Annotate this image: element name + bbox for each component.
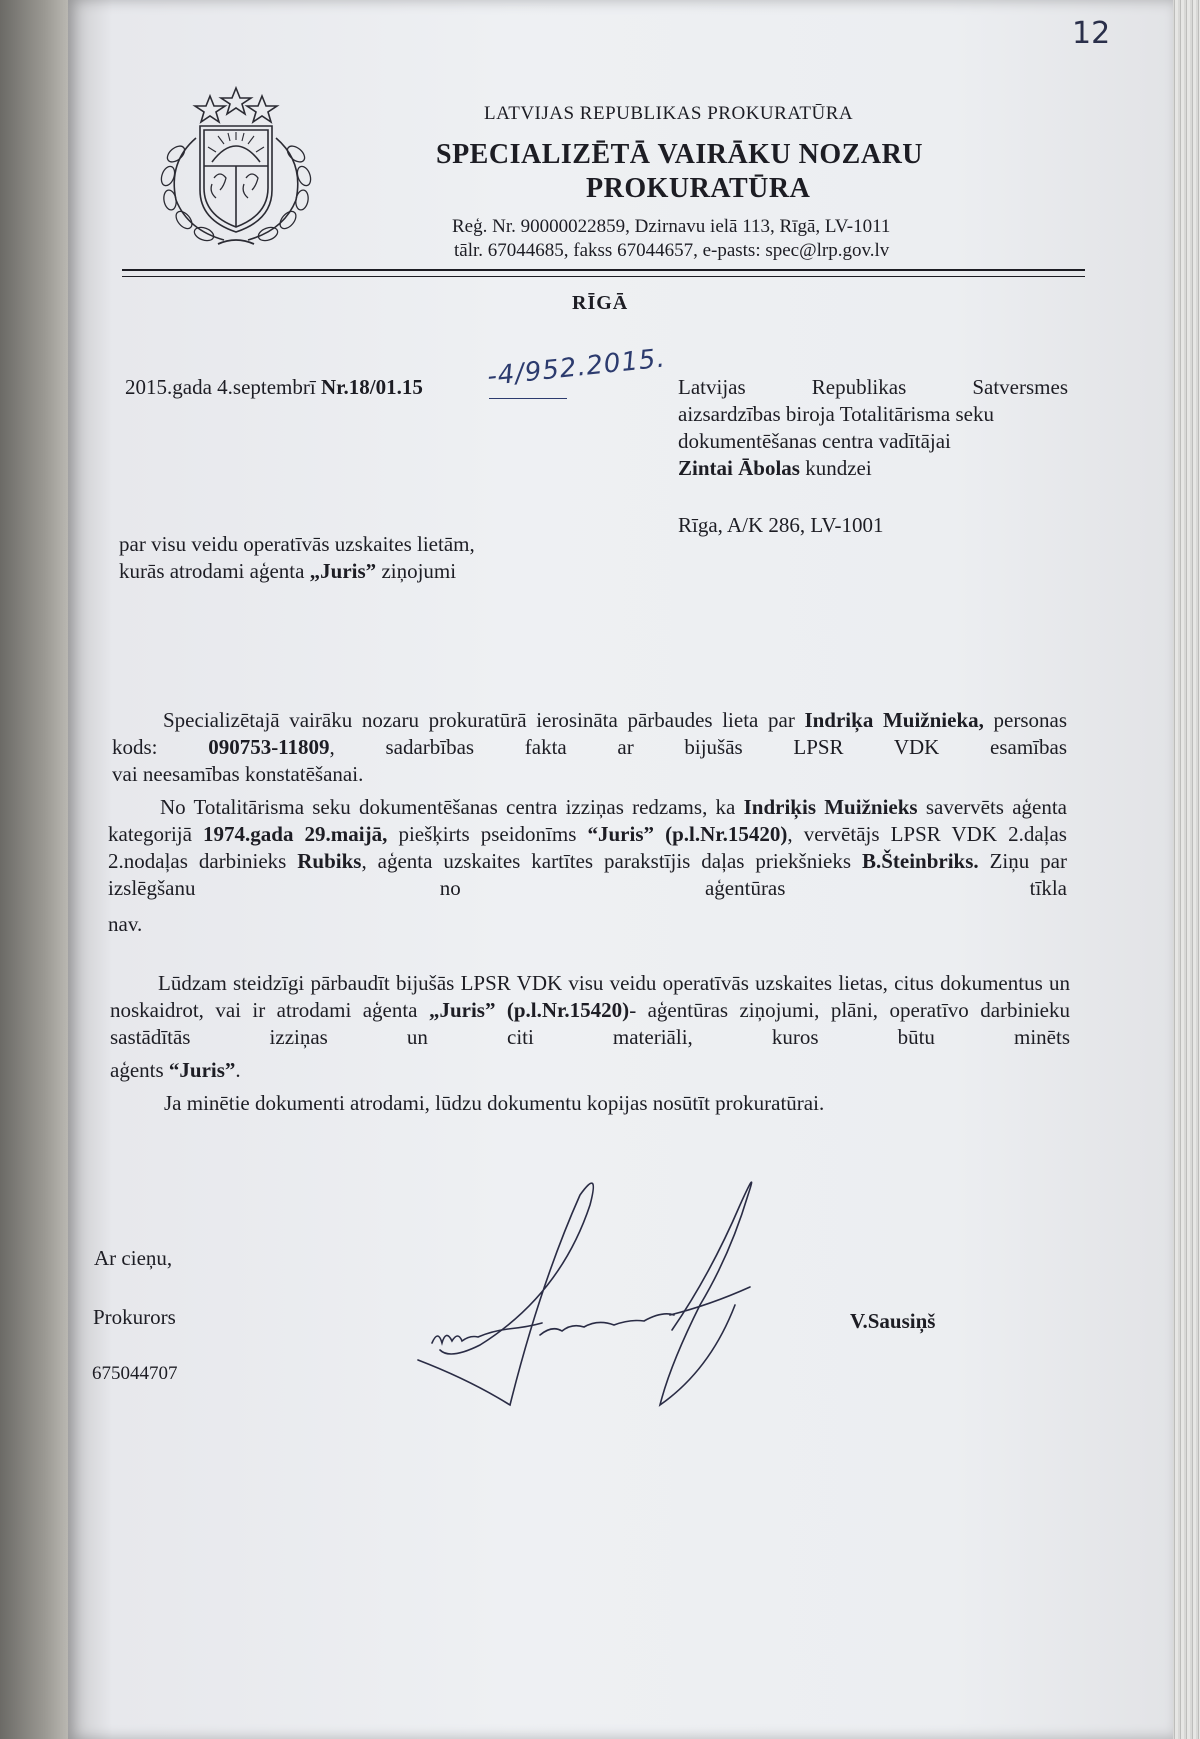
handwritten-signature (410, 1165, 840, 1410)
body-paragraph-1 (112, 707, 1067, 761)
office-name-line2: PROKURATŪRA (586, 173, 811, 204)
letterhead-rule-thick (122, 269, 1085, 271)
number-underline (489, 398, 567, 399)
subject-line1: par visu veidu operatīvās uzskaites lietām, (119, 532, 475, 556)
addressee-word: Latvijas (678, 375, 746, 399)
body-paragraph-3 (110, 970, 1070, 1051)
contact-phone: 675044707 (92, 1363, 178, 1384)
signer-position: Prokurors (93, 1305, 176, 1329)
letter-number: Nr.18/01.15 (320, 375, 423, 399)
subject-line2 (119, 558, 456, 585)
contact-details: tālr. 67044685, fakss 67044657, e-pasts: spec@lrp.gov.lv (454, 240, 890, 261)
agent-pseudonym: „Juris” (p.l.Nr.15420) (428, 998, 630, 1022)
recruitment-date: 1974.gada 29.maijā, (203, 822, 388, 846)
agent-pseudonym: “Juris” (p.l.Nr.15420) (587, 822, 788, 846)
suspect-name: Indriķa Muižnieka, (804, 708, 984, 732)
addressee-name-line (678, 455, 872, 482)
handwritten-number: -4/952.2015. (485, 343, 668, 392)
letter-date: 2015.gada 4.septembrī (125, 375, 316, 399)
body-text: piešķirts pseidonīms (387, 822, 588, 846)
addressee-word: Republikas (811, 375, 907, 399)
agent-real-name: Indriķis Muižnieks (743, 795, 918, 819)
body-text: , aģenta uzskaites kartītes parakstījis daļas priekšnieks (361, 849, 862, 873)
addressee-word: Satversmes (972, 375, 1068, 399)
subject-agent-name: „Juris” (309, 559, 377, 583)
body-paragraph-2-end: nav. (108, 912, 143, 936)
body-paragraph-4: Ja minētie dokumenti atrodami, lūdzu dokumentu kopijas nosūtīt prokuratūrai. (164, 1091, 825, 1115)
office-name-line1: SPECIALIZĒTĀ VAIRĀKU NOZARU (436, 139, 924, 170)
body-text: . (235, 1058, 241, 1082)
body-text: No Totalitārisma seku dokumentēšanas centra izziņas redzams, ka (160, 795, 744, 819)
body-paragraph-3-end (110, 1057, 241, 1084)
page-number: 12 (1072, 16, 1111, 51)
addressee-address: Rīga, A/K 286, LV-1001 (678, 513, 884, 537)
closing-regards: Ar cieņu, (94, 1246, 173, 1270)
letter-reference (125, 374, 423, 401)
signatory-name: B.Šteinbriks. (861, 849, 979, 873)
coat-of-arms-icon (148, 82, 334, 252)
body-text: Lūdzam steidzīgi pārbaudīt bijušās LPSR VDK visu veidu operatīvās uzskaites lietas, citus dokumentus un noskaidrot, vai ir atrodami aģenta (110, 971, 1070, 1022)
body-text: aģents (110, 1058, 169, 1082)
agent-pseudonym: “Juris” (168, 1058, 236, 1082)
letterhead-rule-thin (122, 276, 1085, 277)
body-text: Ziņu par izslēgšanu no aģentūras tīkla (108, 849, 1067, 900)
body-text: - aģentūras ziņojumi, plāni, operatīvo darbinieku sastādītās izziņas un citi materiāli, kuros būtu minēts (110, 998, 1071, 1049)
addressee-name: Zintai Ābolas (678, 456, 800, 480)
addressee-line1 (678, 374, 1068, 401)
personal-code: 090753-11809 (208, 735, 330, 759)
registration-address: Reģ. Nr. 90000022859, Dzirnavu ielā 113, Rīgā, LV-1011 (452, 216, 891, 237)
subject-text: ziņojumi (376, 559, 457, 583)
body-text: personas kods: (112, 708, 1067, 759)
body-text: Specializētajā vairāku nozaru prokuratūrā ierosināta pārbaudes lieta par (163, 708, 805, 732)
body-text: , sadarbības fakta ar bijušās LPSR VDK esamības (329, 735, 1067, 759)
signer-name: V.Sausiņš (850, 1309, 936, 1333)
recruiter-name: Rubiks (297, 849, 362, 873)
subject-text: kurās atrodami aģenta (119, 559, 310, 583)
body-paragraph-2 (108, 794, 1067, 902)
addressee-line2: aizsardzības biroja Totalitārisma seku (678, 402, 994, 426)
body-text: savervēts aģenta kategorijā (108, 795, 1068, 846)
body-paragraph-1-end: vai neesamības konstatēšanai. (112, 762, 364, 786)
addressee-title: kundzei (805, 456, 872, 480)
addressee-line3: dokumentēšanas centra vadītājai (678, 429, 951, 453)
institution-name: LATVIJAS REPUBLIKAS PROKURATŪRA (484, 103, 854, 124)
body-text: , vervētājs LPSR VDK 2.daļas 2.nodaļas darbinieks (108, 822, 1067, 873)
city-heading: RĪGĀ (572, 292, 629, 314)
